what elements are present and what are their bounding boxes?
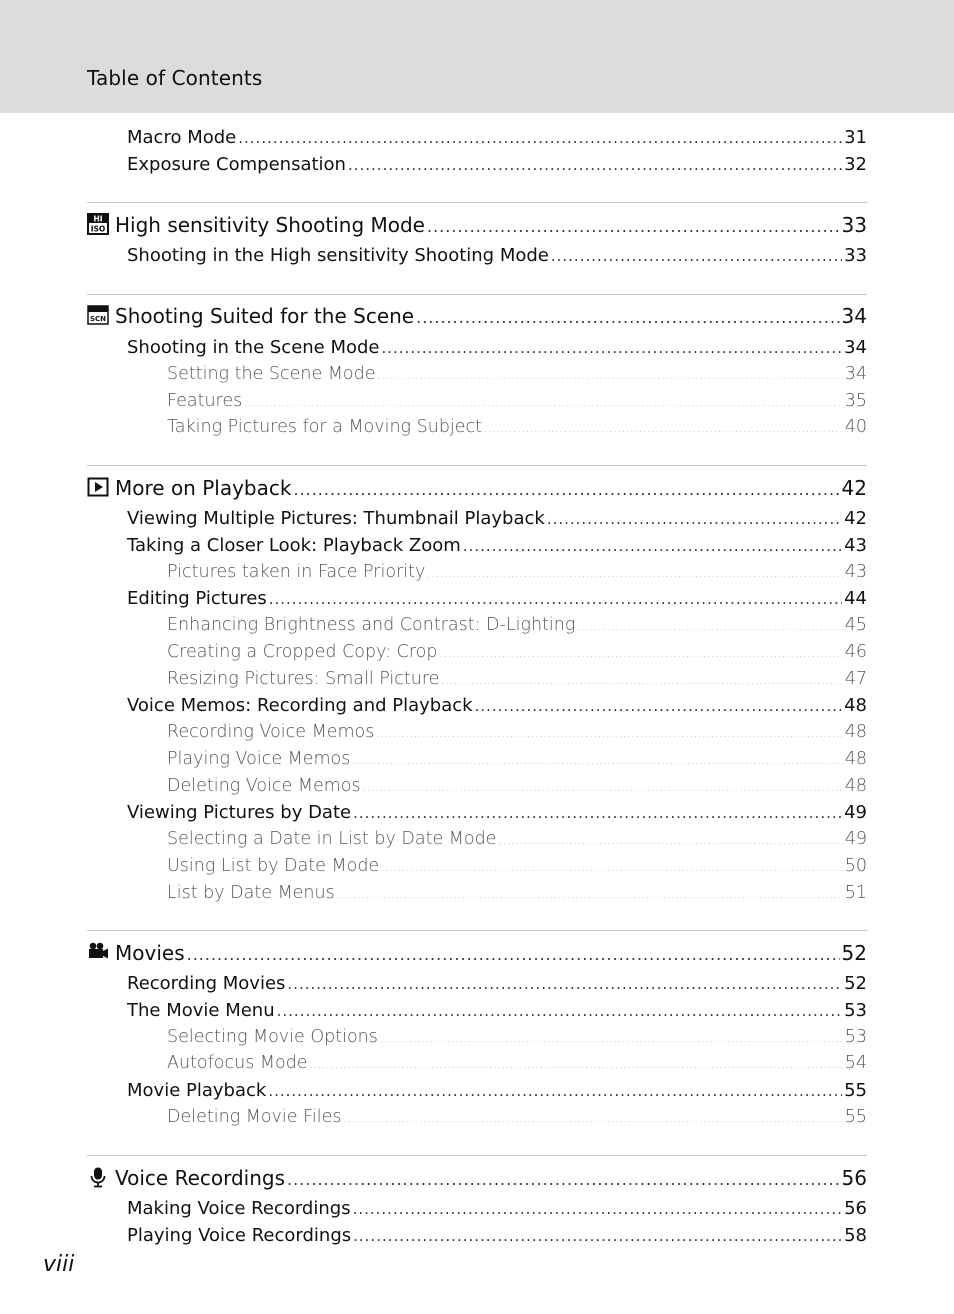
- entry-text: High sensitivity Shooting Mode: [115, 213, 425, 237]
- entry-title: [167, 749, 350, 769]
- dot-leader: [427, 217, 840, 236]
- page-ref: 48: [844, 695, 867, 717]
- entry-title: [167, 856, 379, 876]
- toc-entry[interactable]: [127, 337, 867, 358]
- entry-title: [127, 535, 461, 556]
- dot-leader: [277, 1002, 842, 1020]
- entry-title: [167, 642, 438, 662]
- entry-text: Selecting a Date in List by Date Mode: [167, 829, 497, 849]
- dot-leader: [363, 783, 843, 794]
- dot-leader: [463, 537, 842, 555]
- svg-text:ISO: ISO: [90, 224, 106, 234]
- toc-subentry[interactable]: [167, 722, 867, 742]
- entry-text: Editing Pictures: [127, 588, 267, 610]
- entry-text: Features: [167, 390, 243, 411]
- page-ref: 47: [844, 668, 867, 689]
- movie-camera-icon: [87, 941, 109, 961]
- toc-entry[interactable]: [127, 695, 867, 716]
- entry-text: Shooting in the High sensitivity Shooting Mode: [127, 245, 549, 266]
- entry-text: Deleting Voice Memos: [167, 775, 361, 796]
- entry-title: [167, 417, 482, 437]
- toc-entry[interactable]: [127, 1080, 867, 1101]
- page-ref: 33: [841, 213, 867, 237]
- toc-entry[interactable]: [127, 1198, 867, 1219]
- page-ref: 58: [844, 1224, 867, 1246]
- dot-leader: [310, 1060, 843, 1071]
- page-ref: 43: [844, 561, 867, 582]
- dot-leader: [498, 836, 842, 847]
- dot-leader: [268, 1082, 842, 1100]
- entry-text: Viewing Pictures by Date: [127, 802, 352, 824]
- page-ref: 54: [844, 1053, 867, 1074]
- toc-subentry[interactable]: [167, 364, 867, 384]
- entry-title: [127, 127, 236, 148]
- page-ref: 56: [844, 1198, 867, 1219]
- entry-text: Exposure Compensation: [127, 153, 346, 175]
- toc-subentry[interactable]: [167, 1027, 867, 1047]
- entry-title: [167, 722, 374, 742]
- entry-text: Using List by Date Mode: [167, 855, 380, 876]
- toc-entry[interactable]: [127, 1000, 867, 1021]
- high-iso-icon: [87, 213, 109, 233]
- entry-title: [167, 883, 335, 903]
- dot-leader: [293, 480, 839, 499]
- page-ref: 31: [844, 127, 867, 148]
- dot-leader: [344, 1114, 843, 1125]
- dot-leader: [353, 804, 842, 822]
- toc-subentry[interactable]: [167, 856, 867, 876]
- section-heading[interactable]: [87, 941, 867, 965]
- entry-title: [167, 776, 361, 796]
- entry-text: Deleting Movie Files: [167, 1106, 342, 1127]
- entry-text: Taking Pictures for a Moving Subject: [167, 417, 483, 438]
- page-ref: 33: [844, 245, 867, 266]
- entry-title: [87, 304, 414, 328]
- toc-entry[interactable]: [127, 588, 867, 609]
- entry-title: [87, 941, 185, 965]
- dot-leader: [352, 756, 842, 767]
- page-ref: 49: [844, 802, 867, 824]
- dot-leader: [551, 247, 842, 265]
- page-ref: 56: [841, 1166, 867, 1190]
- section-heading[interactable]: [87, 476, 867, 500]
- page-ref: 55: [844, 1106, 867, 1127]
- microphone-icon: [87, 1166, 109, 1186]
- toc-subentry[interactable]: [167, 829, 867, 849]
- toc-entry[interactable]: [127, 1225, 867, 1246]
- entry-title: [167, 615, 575, 635]
- entry-text: Playing Voice Recordings: [127, 1224, 352, 1246]
- entry-text: Pictures taken in Face Priority: [167, 561, 426, 582]
- page-ref: 52: [844, 973, 867, 994]
- page-ref: 48: [844, 748, 867, 769]
- entry-title: [127, 154, 346, 175]
- dot-leader: [484, 424, 843, 435]
- page-ref: 52: [841, 941, 867, 965]
- entry-title: [167, 829, 496, 849]
- entry-title: [167, 1027, 378, 1047]
- entry-text: Voice Recordings: [115, 1166, 286, 1190]
- page-ref: 45: [844, 615, 867, 635]
- page-header: [0, 0, 954, 113]
- toc-subentry[interactable]: [167, 669, 867, 689]
- entry-title: [167, 1107, 342, 1127]
- page-number: viii: [43, 1252, 75, 1277]
- dot-leader: [381, 863, 843, 874]
- entry-title: [167, 1053, 308, 1073]
- toc-subentry[interactable]: [167, 417, 867, 437]
- toc-subentry[interactable]: [167, 642, 867, 662]
- dot-leader: [441, 676, 842, 687]
- toc-subentry[interactable]: [167, 1107, 867, 1127]
- dot-leader: [440, 649, 843, 660]
- page-ref: 48: [844, 722, 867, 742]
- entry-text: The Movie Menu: [127, 999, 275, 1021]
- entry-title: [127, 695, 473, 716]
- entry-text: More on Playback: [115, 476, 292, 500]
- entry-title: [127, 588, 267, 609]
- entry-text: Movies: [115, 941, 185, 965]
- playback-icon: [87, 476, 109, 496]
- toc-subentry[interactable]: [167, 776, 867, 796]
- section-divider: [87, 465, 867, 466]
- toc-subentry[interactable]: [167, 615, 867, 635]
- page-ref: 46: [844, 641, 867, 662]
- toc-entry[interactable]: [127, 154, 867, 175]
- page-ref: 32: [844, 153, 867, 175]
- entry-text: Autofocus Mode: [167, 1053, 308, 1074]
- dot-leader: [382, 339, 843, 357]
- page-ref: 43: [844, 534, 867, 556]
- entry-text: Resizing Pictures: Small Picture: [167, 668, 440, 689]
- scene-icon: [87, 304, 109, 324]
- section-heading[interactable]: [87, 304, 867, 328]
- entry-title: [127, 973, 285, 994]
- entry-title: [127, 1080, 266, 1101]
- page-ref: 48: [844, 775, 867, 796]
- toc-entry[interactable]: [127, 127, 867, 148]
- entry-text: Playing Voice Memos: [167, 748, 351, 769]
- entry-text: Enhancing Brightness and Contrast: D-Lighting: [167, 615, 576, 635]
- section-divider: [87, 202, 867, 203]
- page-ref: 42: [844, 508, 867, 529]
- entry-title: [127, 802, 351, 823]
- page-ref: 53: [844, 999, 867, 1021]
- toc-entry[interactable]: [127, 245, 867, 266]
- entry-text: Creating a Cropped Copy: Crop: [167, 641, 438, 662]
- dot-leader: [287, 1170, 840, 1189]
- dot-leader: [348, 156, 842, 174]
- dot-leader: [378, 371, 843, 382]
- dot-leader: [269, 590, 842, 608]
- dot-leader: [337, 890, 843, 901]
- entry-title: [87, 1166, 285, 1190]
- entry-text: Recording Voice Memos: [167, 722, 375, 742]
- page-ref: 44: [844, 588, 867, 610]
- entry-title: [167, 391, 242, 411]
- svg-text:SCN: SCN: [89, 315, 107, 323]
- toc-entry[interactable]: [127, 973, 867, 994]
- entry-text: Voice Memos: Recording and Playback: [127, 695, 473, 717]
- toc-subentry[interactable]: [167, 749, 867, 769]
- section-heading[interactable]: [87, 1166, 867, 1190]
- toc-subentry[interactable]: [167, 391, 867, 411]
- dot-leader: [416, 308, 839, 327]
- dot-leader: [376, 729, 842, 740]
- entry-title: [167, 364, 376, 384]
- page-ref: 35: [844, 390, 867, 411]
- dot-leader: [427, 569, 842, 580]
- page-ref: 55: [844, 1080, 867, 1101]
- header-title: Table of Contents: [87, 66, 263, 90]
- svg-text:HI: HI: [93, 214, 103, 224]
- entry-text: Selecting Movie Options: [167, 1026, 378, 1047]
- section-divider: [87, 294, 867, 295]
- page-ref: 42: [841, 476, 867, 500]
- entry-title: [167, 669, 439, 689]
- entry-title: [127, 1000, 275, 1021]
- section-divider: [87, 930, 867, 931]
- toc-subentry[interactable]: [167, 1053, 867, 1073]
- entry-text: Shooting Suited for the Scene: [115, 304, 415, 328]
- entry-title: [87, 476, 291, 500]
- dot-leader: [238, 129, 842, 147]
- page-ref: 34: [841, 304, 867, 328]
- entry-text: Shooting in the Scene Mode: [127, 337, 380, 358]
- dot-leader: [244, 398, 842, 409]
- entry-text: Movie Playback: [127, 1080, 267, 1101]
- entry-title: [127, 508, 545, 529]
- entry-text: List by Date Menus: [167, 882, 335, 903]
- entry-text: Making Voice Recordings: [127, 1198, 351, 1219]
- entry-text: Recording Movies: [127, 973, 286, 994]
- entry-title: [87, 213, 425, 237]
- entry-text: Macro Mode: [127, 127, 237, 148]
- toc-subentry[interactable]: [167, 562, 867, 582]
- entry-title: [127, 337, 380, 358]
- entry-text: Taking a Closer Look: Playback Zoom: [127, 534, 461, 556]
- dot-leader: [353, 1200, 843, 1218]
- page-ref: 53: [844, 1026, 867, 1047]
- entry-title: [127, 1225, 351, 1246]
- dot-leader: [380, 1034, 843, 1045]
- page-ref: 40: [844, 417, 867, 438]
- section-heading[interactable]: [87, 213, 867, 237]
- dot-leader: [187, 945, 840, 964]
- toc-entry[interactable]: [127, 508, 867, 529]
- entry-text: Setting the Scene Mode: [167, 363, 376, 384]
- entry-title: [167, 562, 425, 582]
- dot-leader: [353, 1227, 842, 1245]
- section-divider: [87, 1155, 867, 1156]
- toc-entry[interactable]: [127, 535, 867, 556]
- entry-text: Viewing Multiple Pictures: Thumbnail Playback: [127, 508, 545, 529]
- dot-leader: [577, 622, 842, 633]
- dot-leader: [287, 975, 842, 993]
- entry-title: [127, 245, 549, 266]
- toc-subentry[interactable]: [167, 883, 867, 903]
- page-ref: 34: [844, 337, 867, 358]
- page-ref: 50: [844, 855, 867, 876]
- page-ref: 34: [844, 363, 867, 384]
- entry-title: [127, 1198, 351, 1219]
- dot-leader: [475, 697, 843, 715]
- dot-leader: [547, 510, 842, 528]
- toc-entry[interactable]: [127, 802, 867, 823]
- page-ref: 51: [844, 882, 867, 903]
- page-ref: 49: [844, 829, 867, 849]
